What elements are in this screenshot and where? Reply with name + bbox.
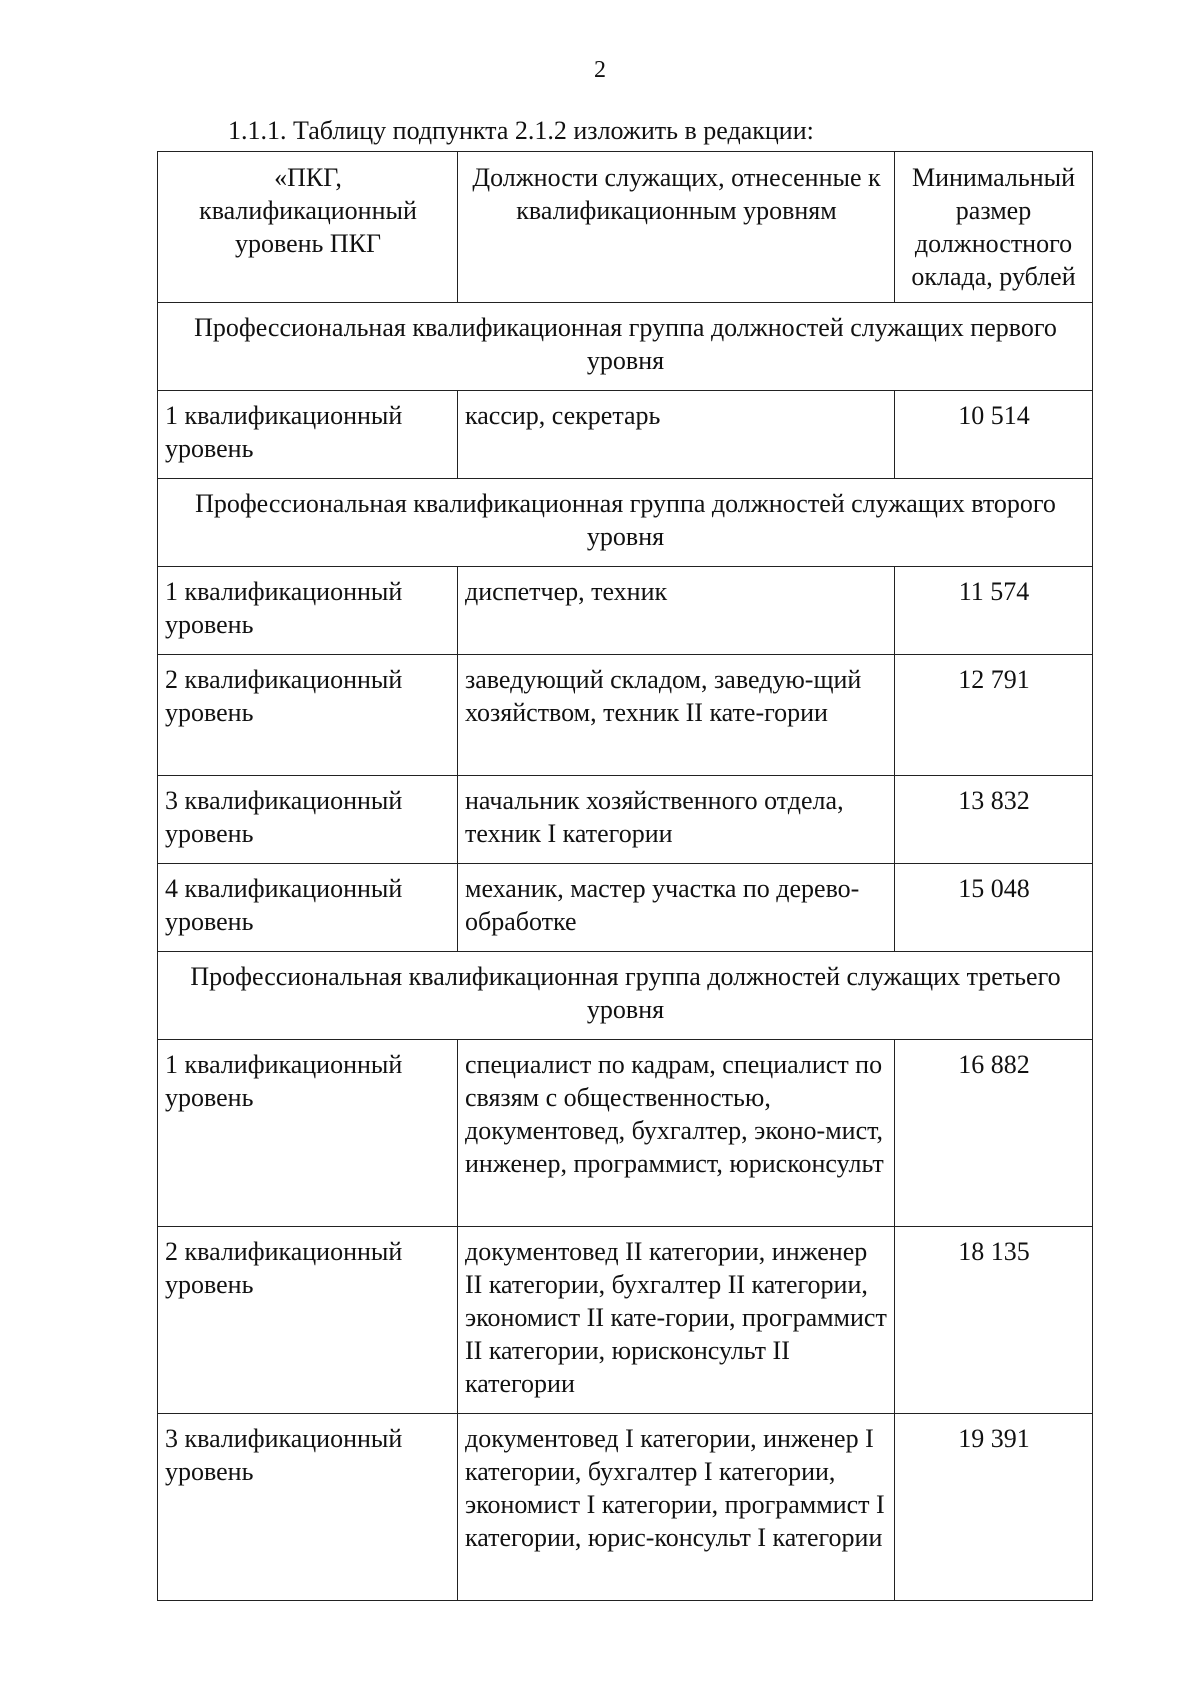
level-cell: 1 квалификационный уровень [158, 567, 458, 655]
salary-cell: 12 791 [895, 655, 1093, 776]
salary-cell: 18 135 [895, 1227, 1093, 1414]
positions-cell: кассир, секретарь [458, 391, 895, 479]
table-row [158, 776, 1093, 864]
group-title: Профессиональная квалификационная группа должностей служащих третьего уровня [158, 952, 1093, 1040]
group-title: Профессиональная квалификационная группа должностей служащих первого уровня [158, 303, 1093, 391]
salary-cell: 16 882 [895, 1040, 1093, 1227]
level-cell: 4 квалификационный уровень [158, 864, 458, 952]
salary-cell: 10 514 [895, 391, 1093, 479]
positions-cell: специалист по кадрам, специалист по связям с общественностью, документовед, бухгалтер, эконо-мист, инженер, программист, юрисконсульт [458, 1040, 895, 1227]
positions-cell: диспетчер, техник [458, 567, 895, 655]
header-salary: Минимальный размер должностного оклада, рублей [895, 152, 1093, 303]
table-row [158, 567, 1093, 655]
intro-paragraph: 1.1.1. Таблицу подпункта 2.1.2 изложить в редакции: [228, 116, 814, 145]
group-row [158, 479, 1093, 567]
group-row [158, 952, 1093, 1040]
table-row [158, 391, 1093, 479]
group-title: Профессиональная квалификационная группа должностей служащих второго уровня [158, 479, 1093, 567]
positions-cell: механик, мастер участка по дерево-обработке [458, 864, 895, 952]
salary-cell: 15 048 [895, 864, 1093, 952]
table-row [158, 655, 1093, 776]
salary-table [157, 151, 1093, 1601]
table-row [158, 1227, 1093, 1414]
table-header-row [158, 152, 1093, 303]
positions-cell: начальник хозяйственного отдела, техник I категории [458, 776, 895, 864]
level-cell: 2 квалификационный уровень [158, 655, 458, 776]
level-cell: 3 квалификационный уровень [158, 776, 458, 864]
salary-cell: 11 574 [895, 567, 1093, 655]
level-cell: 1 квалификационный уровень [158, 1040, 458, 1227]
table-row [158, 1040, 1093, 1227]
level-cell: 1 квалификационный уровень [158, 391, 458, 479]
salary-cell: 19 391 [895, 1414, 1093, 1601]
level-cell: 3 квалификационный уровень [158, 1414, 458, 1601]
salary-cell: 13 832 [895, 776, 1093, 864]
page-number: 2 [594, 57, 606, 83]
table-row [158, 864, 1093, 952]
positions-cell: документовед II категории, инженер II категории, бухгалтер II категории, экономист II кате-гории, программист II категории, юрисконсульт II категории [458, 1227, 895, 1414]
header-level: «ПКГ, квалификационный уровень ПКГ [158, 152, 458, 303]
positions-cell: документовед I категории, инженер I категории, бухгалтер I категории, экономист I категории, программист I категории, юрис-консульт I категории [458, 1414, 895, 1601]
table-row [158, 1414, 1093, 1601]
level-cell: 2 квалификационный уровень [158, 1227, 458, 1414]
header-positions: Должности служащих, отнесенные к квалификационным уровням [458, 152, 895, 303]
group-row [158, 303, 1093, 391]
positions-cell: заведующий складом, заведую-щий хозяйством, техник II кате-гории [458, 655, 895, 776]
